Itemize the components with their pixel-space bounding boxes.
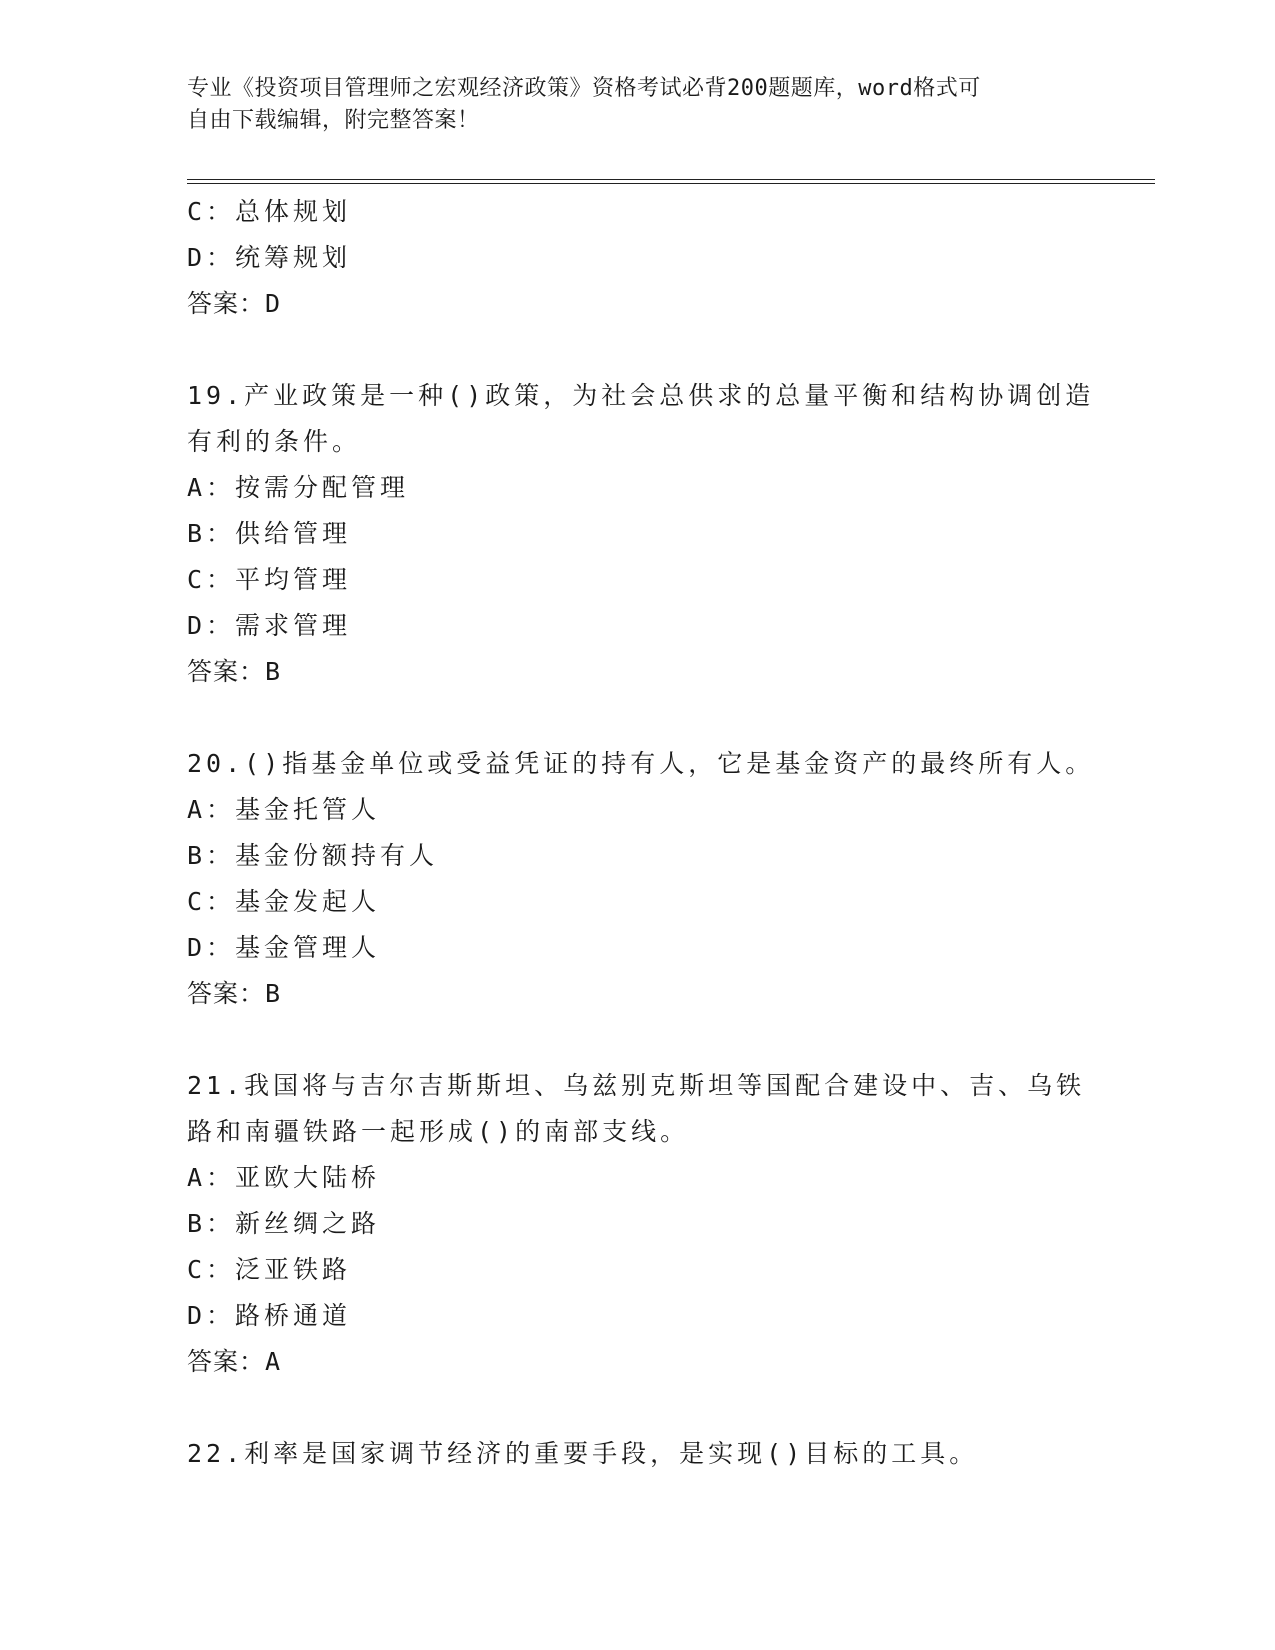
question-text-line-1: 19.产业政策是一种()政策，为社会总供求的总量平衡和结构协调创造 [187,381,1095,410]
question-21 [187,1063,1087,1385]
answer-label: 答案： [187,1347,266,1376]
option-d: D：需求管理 [187,611,352,640]
question-20 [187,741,1095,1017]
answer-value: B [265,979,282,1008]
question-text-line-1: 22.利率是国家调节经济的重要手段，是实现()目标的工具。 [187,1439,979,1468]
option-b: B：供给管理 [187,519,352,548]
option-c: C：基金发起人 [187,887,381,916]
answer-line [187,971,1087,1017]
document-body [187,189,1095,1477]
question-22 [187,1431,1087,1477]
question-18-tail [187,189,1087,327]
header-line-2: 自由下载编辑，附完整答案！ [187,108,480,133]
answer-line [187,649,1087,695]
option-c: C：泛亚铁路 [187,1255,352,1284]
answer-value: D [265,289,282,318]
question-19 [187,373,1095,695]
option-c: C：平均管理 [187,565,352,594]
option-d: D：统筹规划 [187,243,352,272]
option-b: B：基金份额持有人 [187,841,439,870]
answer-line [187,281,1087,327]
header-divider-top [187,179,1155,180]
question-text-line-2: 有利的条件。 [187,427,362,456]
answer-line [187,1339,1087,1385]
option-a: A：按需分配管理 [187,473,410,502]
option-d: D：路桥通道 [187,1301,352,1330]
document-header [187,73,1067,137]
answer-label: 答案： [187,979,266,1008]
question-text-line-1: 20.()指基金单位或受益凭证的持有人，它是基金资产的最终所有人。 [187,749,1095,778]
answer-label: 答案： [187,657,266,686]
option-d: D：基金管理人 [187,933,381,962]
question-text-line-2: 路和南疆铁路一起形成()的南部支线。 [187,1117,690,1146]
option-a: A：亚欧大陆桥 [187,1163,381,1192]
option-b: B：新丝绸之路 [187,1209,381,1238]
answer-value: A [265,1347,282,1376]
answer-value: B [265,657,282,686]
header-divider-bottom [187,183,1155,184]
option-c: C：总体规划 [187,197,352,226]
option-a: A：基金托管人 [187,795,381,824]
question-text-line-1: 21.我国将与吉尔吉斯斯坦、乌兹别克斯坦等国配合建设中、吉、乌铁 [187,1071,1086,1100]
answer-label: 答案： [187,289,266,318]
header-line-1: 专业《投资项目管理师之宏观经济政策》资格考试必背200题题库，word格式可 [187,76,981,101]
